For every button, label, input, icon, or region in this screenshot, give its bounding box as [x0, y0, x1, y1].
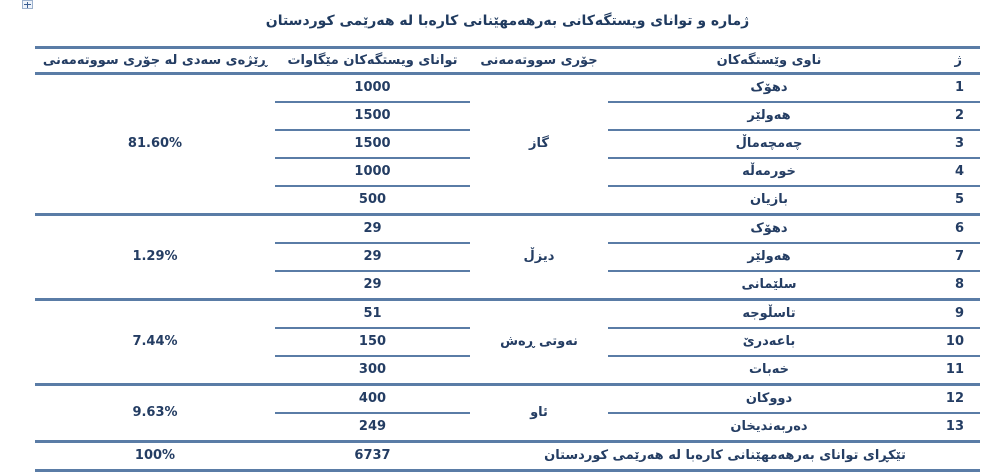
table-title: ژمارە و توانای ویستگەکانی بەرهەمهێنانی کارەبا لە هەرێمی کوردستان [265, 13, 750, 29]
row-number: 4 [930, 158, 980, 186]
total-capacity: 6737 [275, 442, 470, 471]
capacity-cell: 1000 [354, 80, 391, 95]
capacity-cell: 29 [275, 271, 470, 300]
station-name: هەولێر [608, 243, 930, 271]
fuel-type-cell: ئاو [470, 385, 608, 442]
capacity-cell: 400 [275, 385, 470, 414]
capacity-cell: 1500 [275, 130, 470, 158]
fuel-type-cell: نەوتی ڕەش [470, 300, 608, 385]
row-number: 10 [930, 328, 980, 356]
header-percent: ڕێژەی سەدی لە جۆری سووتەمەنی [35, 48, 275, 74]
row-number: 7 [930, 243, 980, 271]
percent-cell: 81.60% [127, 136, 183, 151]
header-station-name: ناوی وێستگەکان [608, 48, 930, 74]
percent-cell: 9.63% [35, 385, 275, 442]
capacity-cell: 500 [275, 186, 470, 215]
station-name: دهۆک [750, 80, 788, 95]
station-name: دووکان [608, 385, 930, 414]
fuel-type-cell: دیزڵ [470, 215, 608, 300]
capacity-cell: 1500 [275, 102, 470, 130]
header-capacity: توانای ویستگەکان مێگاوات [275, 48, 470, 74]
row-number: 8 [930, 271, 980, 300]
row-number: 6 [930, 215, 980, 244]
station-name: هەولێر [608, 102, 930, 130]
header-row [35, 48, 980, 74]
capacity-cell: 51 [275, 300, 470, 329]
table-row [35, 300, 980, 329]
row-number: 12 [930, 385, 980, 414]
row-number: 13 [930, 413, 980, 442]
table-move-handle-icon[interactable] [22, 0, 33, 9]
station-name: چەمچەماڵ [608, 130, 930, 158]
station-name: دەربەندیخان [608, 413, 930, 442]
row-number: 3 [930, 130, 980, 158]
row-number: 5 [930, 186, 980, 215]
capacity-cell: 1000 [275, 158, 470, 186]
station-name: خورمەڵە [608, 158, 930, 186]
row-number: 9 [930, 300, 980, 329]
capacity-cell: 300 [275, 356, 470, 385]
row-number: 11 [930, 356, 980, 385]
station-name: بازیان [608, 186, 930, 215]
total-percent: 100% [35, 442, 275, 471]
capacity-cell: 29 [275, 243, 470, 271]
table-row [35, 74, 980, 103]
percent-cell: 1.29% [35, 215, 275, 300]
total-row [35, 442, 980, 471]
row-number: 1 [954, 80, 964, 95]
header-number: ژ [930, 48, 980, 74]
capacity-cell: 249 [275, 413, 470, 442]
capacity-cell: 150 [275, 328, 470, 356]
header-fuel-type: جۆری سووتەمەنی [470, 48, 608, 74]
row-number: 2 [930, 102, 980, 130]
table-row [35, 385, 980, 414]
capacity-cell: 29 [275, 215, 470, 244]
table-row [35, 215, 980, 244]
station-name: تاسڵوجە [608, 300, 930, 329]
total-label: تێکڕای توانای بەرهەمهێنانی کارەبا لە هەرێمی کوردستان [470, 442, 980, 471]
fuel-type-cell: گاز [529, 136, 549, 151]
percent-cell: 7.44% [35, 300, 275, 385]
station-name: باعەدرێ [608, 328, 930, 356]
power-stations-table [35, 46, 980, 472]
station-name: خەبات [608, 356, 930, 385]
station-name: دهۆک [608, 215, 930, 244]
station-name: سلێمانی [608, 271, 930, 300]
